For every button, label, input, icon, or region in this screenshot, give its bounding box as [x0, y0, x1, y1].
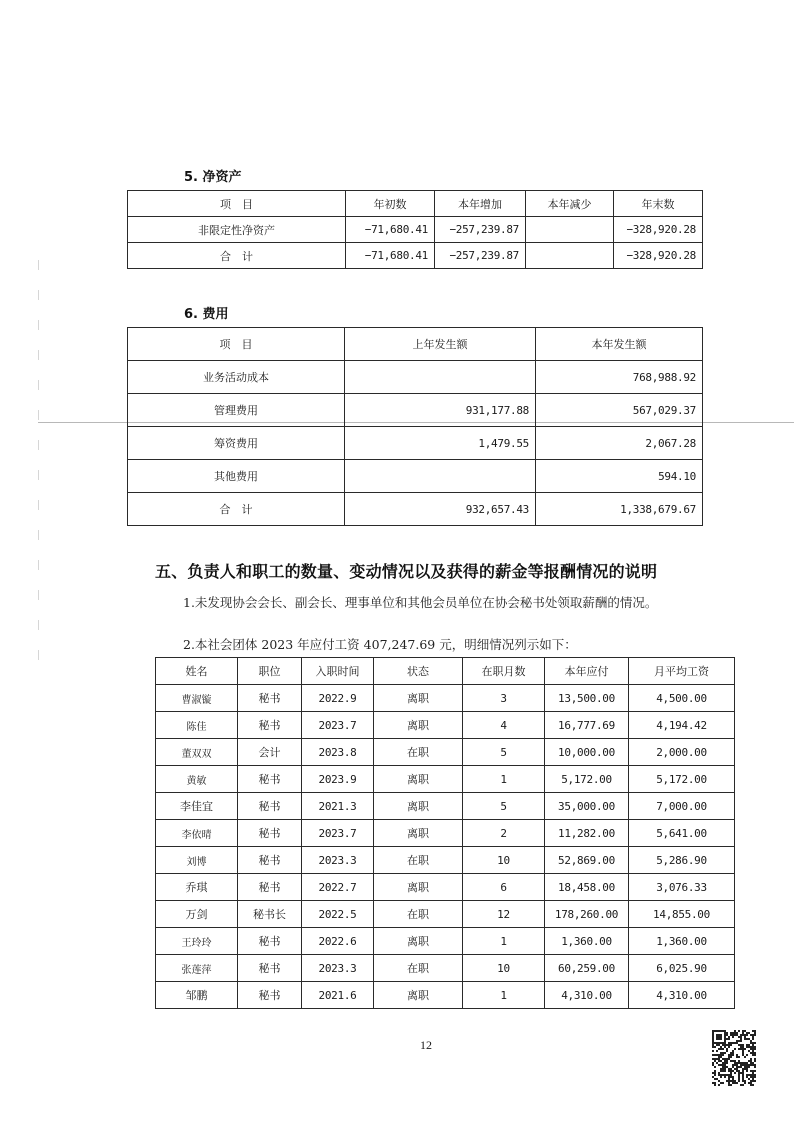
- table-cell: 2,067.28: [536, 427, 703, 460]
- table-cell: 秘书: [238, 766, 302, 793]
- table-cell: 秘书长: [238, 901, 302, 928]
- qr-code-icon: [712, 1030, 756, 1086]
- table-cell: 刘博: [156, 847, 238, 874]
- column-header: 本年发生额: [536, 328, 703, 361]
- table-cell: [345, 361, 536, 394]
- table-cell: [345, 460, 536, 493]
- table-cell: 离职: [374, 820, 463, 847]
- table-header-row: [128, 191, 703, 217]
- table-cell: 在职: [374, 739, 463, 766]
- column-header: 年初数: [346, 191, 435, 217]
- salary-table: [155, 657, 735, 1009]
- section-5-title: 5. 净资产: [184, 170, 242, 185]
- table-cell: 6,025.90: [629, 955, 735, 982]
- table-cell: 离职: [374, 766, 463, 793]
- section-6-title: 6. 费用: [184, 307, 229, 322]
- table-row: [156, 901, 735, 928]
- table-cell: 14,855.00: [629, 901, 735, 928]
- table-cell: 在职: [374, 955, 463, 982]
- table-cell: 张莲萍: [156, 955, 238, 982]
- table-cell: 5,172.00: [545, 766, 629, 793]
- table-cell: 35,000.00: [545, 793, 629, 820]
- table-cell: 2023.9: [302, 766, 374, 793]
- table-cell: 567,029.37: [536, 394, 703, 427]
- table-row: [128, 361, 703, 394]
- table-row: [156, 793, 735, 820]
- table-cell: 3,076.33: [629, 874, 735, 901]
- table-cell: 5,641.00: [629, 820, 735, 847]
- table-cell: 4,500.00: [629, 685, 735, 712]
- table-row: [156, 847, 735, 874]
- table-row: [156, 766, 735, 793]
- table-cell: 2023.3: [302, 847, 374, 874]
- table-cell: [526, 217, 614, 243]
- table-cell: 秘书: [238, 793, 302, 820]
- part-5-line-1: 1.未发现协会会长、副会长、理事单位和其他会员单位在协会秘书处领取薪酬的情况。: [183, 595, 658, 610]
- table-row: [156, 820, 735, 847]
- part-5-line-2: 2.本社会团体 2023 年应付工资 407,247.69 元，明细情况列示如下：: [183, 637, 577, 652]
- part-5-heading: 五、负责人和职工的数量、变动情况以及获得的薪金等报酬情况的说明: [155, 562, 658, 581]
- table-cell: 董双双: [156, 739, 238, 766]
- table-row: [156, 955, 735, 982]
- table-cell: 1,479.55: [345, 427, 536, 460]
- table-cell: 16,777.69: [545, 712, 629, 739]
- table-cell: 离职: [374, 685, 463, 712]
- table-row: [156, 712, 735, 739]
- table-cell: 4,310.00: [629, 982, 735, 1009]
- table-cell: 5,172.00: [629, 766, 735, 793]
- table-cell: 2022.7: [302, 874, 374, 901]
- table-cell: 秘书: [238, 847, 302, 874]
- table-row: [128, 493, 703, 526]
- table-cell: 离职: [374, 712, 463, 739]
- table-cell: 60,259.00: [545, 955, 629, 982]
- table-cell: 非限定性净资产: [128, 217, 346, 243]
- table-cell: 932,657.43: [345, 493, 536, 526]
- table-header-row: [156, 658, 735, 685]
- table-cell: 12: [463, 901, 545, 928]
- table-cell: 1: [463, 982, 545, 1009]
- column-header: 本年减少: [526, 191, 614, 217]
- table-cell: 3: [463, 685, 545, 712]
- table-row: [156, 982, 735, 1009]
- table-cell: 5: [463, 793, 545, 820]
- table-cell: 曹淑镟: [156, 685, 238, 712]
- table-cell: 1: [463, 766, 545, 793]
- table-cell: −328,920.28: [614, 243, 703, 269]
- table-cell: 18,458.00: [545, 874, 629, 901]
- table-cell: 其他费用: [128, 460, 345, 493]
- table-cell: 2021.6: [302, 982, 374, 1009]
- column-header: 月平均工资: [629, 658, 735, 685]
- table-cell: 5,286.90: [629, 847, 735, 874]
- table-cell: 1,360.00: [545, 928, 629, 955]
- table-row: [156, 874, 735, 901]
- column-header: 在职月数: [463, 658, 545, 685]
- column-header: 本年增加: [435, 191, 526, 217]
- table-row: [156, 739, 735, 766]
- table-cell: 1,338,679.67: [536, 493, 703, 526]
- column-header: 职位: [238, 658, 302, 685]
- table-cell: 业务活动成本: [128, 361, 345, 394]
- column-header: 年末数: [614, 191, 703, 217]
- table-cell: 52,869.00: [545, 847, 629, 874]
- table-cell: 离职: [374, 793, 463, 820]
- table-cell: 离职: [374, 874, 463, 901]
- table-cell: 6: [463, 874, 545, 901]
- table-cell: 7,000.00: [629, 793, 735, 820]
- table-row: [128, 243, 703, 269]
- table-cell: 会计: [238, 739, 302, 766]
- table-row: [128, 217, 703, 243]
- table-cell: −257,239.87: [435, 217, 526, 243]
- table-cell: 4,310.00: [545, 982, 629, 1009]
- table-row: [128, 394, 703, 427]
- column-header: 姓名: [156, 658, 238, 685]
- table-cell: 4: [463, 712, 545, 739]
- table-cell: −71,680.41: [346, 243, 435, 269]
- table-cell: 2021.3: [302, 793, 374, 820]
- table-cell: 秘书: [238, 982, 302, 1009]
- table-cell: 合 计: [128, 493, 345, 526]
- table-cell: 管理费用: [128, 394, 345, 427]
- table-row: [128, 427, 703, 460]
- column-header: 项 目: [128, 328, 345, 361]
- table-cell: 2023.7: [302, 820, 374, 847]
- table-cell: 10,000.00: [545, 739, 629, 766]
- table-cell: 11,282.00: [545, 820, 629, 847]
- table-cell: 2022.6: [302, 928, 374, 955]
- table-cell: −328,920.28: [614, 217, 703, 243]
- table-cell: 2,000.00: [629, 739, 735, 766]
- table-cell: [526, 243, 614, 269]
- column-header: 入职时间: [302, 658, 374, 685]
- table-cell: 万剑: [156, 901, 238, 928]
- table-cell: 178,260.00: [545, 901, 629, 928]
- scan-artifact-vertical: [38, 260, 39, 680]
- table-cell: 陈佳: [156, 712, 238, 739]
- column-header: 本年应付: [545, 658, 629, 685]
- table-cell: 邹鹏: [156, 982, 238, 1009]
- table-cell: 768,988.92: [536, 361, 703, 394]
- table-row: [156, 685, 735, 712]
- table-cell: 黄敏: [156, 766, 238, 793]
- table-cell: 秘书: [238, 955, 302, 982]
- table-cell: 合 计: [128, 243, 346, 269]
- table-cell: −257,239.87: [435, 243, 526, 269]
- table-row: [128, 460, 703, 493]
- table-cell: 1,360.00: [629, 928, 735, 955]
- table-cell: 秘书: [238, 685, 302, 712]
- table-header-row: [128, 328, 703, 361]
- table-cell: 秘书: [238, 820, 302, 847]
- column-header: 项 目: [128, 191, 346, 217]
- table-cell: −71,680.41: [346, 217, 435, 243]
- table-cell: 秘书: [238, 874, 302, 901]
- page-number: 12: [420, 1038, 432, 1052]
- table-cell: 931,177.88: [345, 394, 536, 427]
- table-cell: 离职: [374, 928, 463, 955]
- table-cell: 秘书: [238, 712, 302, 739]
- table-cell: 秘书: [238, 928, 302, 955]
- table-cell: 李佳宜: [156, 793, 238, 820]
- table-cell: 10: [463, 847, 545, 874]
- table-row: [156, 928, 735, 955]
- table-cell: 在职: [374, 847, 463, 874]
- table-cell: 2: [463, 820, 545, 847]
- table-cell: 离职: [374, 982, 463, 1009]
- table-cell: 乔琪: [156, 874, 238, 901]
- table-cell: 2022.9: [302, 685, 374, 712]
- table-cell: 4,194.42: [629, 712, 735, 739]
- column-header: 状态: [374, 658, 463, 685]
- table-cell: 10: [463, 955, 545, 982]
- table-cell: 在职: [374, 901, 463, 928]
- net-assets-table: [127, 190, 703, 269]
- table-cell: 2022.5: [302, 901, 374, 928]
- table-cell: 594.10: [536, 460, 703, 493]
- table-cell: 13,500.00: [545, 685, 629, 712]
- table-cell: 1: [463, 928, 545, 955]
- expenses-table: [127, 327, 703, 526]
- table-cell: 5: [463, 739, 545, 766]
- table-cell: 李依晴: [156, 820, 238, 847]
- table-cell: 王玲玲: [156, 928, 238, 955]
- table-cell: 2023.7: [302, 712, 374, 739]
- table-cell: 2023.3: [302, 955, 374, 982]
- table-cell: 筹资费用: [128, 427, 345, 460]
- table-cell: 2023.8: [302, 739, 374, 766]
- column-header: 上年发生额: [345, 328, 536, 361]
